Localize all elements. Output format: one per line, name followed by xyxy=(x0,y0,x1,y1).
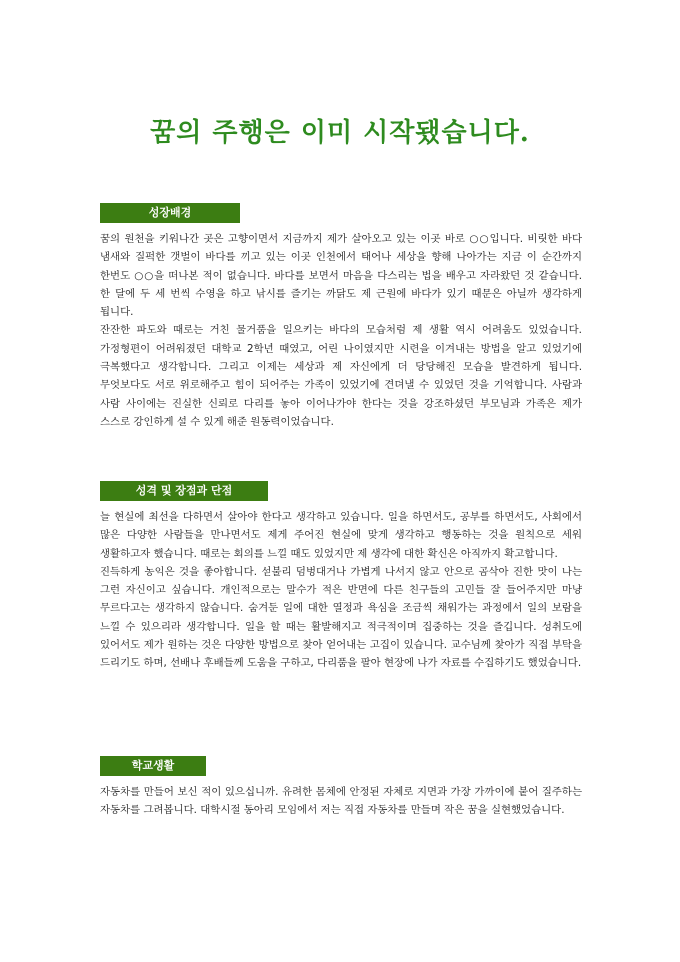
section-header-growth-background: 성장배경 xyxy=(100,203,240,223)
section-school-life xyxy=(100,754,582,820)
section-personality xyxy=(100,479,582,673)
paragraph: 늘 현실에 최선을 다하면서 살아야 한다고 생각하고 있습니다. 일을 하면서도, 공부를 하면서도, 사회에서 많은 다양한 사람들을 만나면서도 제게 주어진 현실에 맞게 생각하고 행동하는 것을 원칙으로 세워 생활하고자 했습니다. 때로는 회의를 느낄 때도 있었지만 제 생각에 대한 확신은 아직까지 확고합니다. xyxy=(100,511,582,560)
paragraph: 진득하게 농익은 것을 좋아합니다. 섣불리 덤벙대거나 가볍게 나서지 않고 안으로 곰삭아 진한 맛이 나는 그런 자신이고 싶습니다. 개인적으로는 말수가 적은 반면에 다른 친구들의 고민들 잘 들어주지만 마냥 무르다고는 생각하지 않습니다. 숨겨둔 일에 대한 열정과 욕심을 조금씩 채워가는 과정에서 일의 보람을 느낄 수 있으리라 생각합니다. 일을 할 때는 활발해지고 적극적이며 집중하는 것을 즐깁니다. 성취도에 있어서도 제가 원하는 것은 다양한 방법으로 찾아 얻어내는 고집이 있습니다. 교수님께 찾아가 직접 부탁을 드리기도 하며, 선배나 후배들께 도움을 구하고, 다리품을 팔아 현장에 나가 자료를 수집하기도 했었습니다. xyxy=(100,565,582,670)
section-header-school-life: 학교생활 xyxy=(100,756,206,776)
paragraph: 자동차를 만들어 보신 적이 있으십니까. 유려한 몸체에 안정된 자체로 지면과 가장 가까이에 붙어 질주하는 자동차를 그려봅니다. 대학시절 동아리 모임에서 저는 직접 자동차를 만들며 작은 꿈을 실현했었습니다. xyxy=(100,786,582,817)
paragraph: 잔잔한 파도와 때로는 거친 물거품을 일으키는 바다의 모습처럼 제 생활 역시 어려움도 있었습니다. 가정형편이 어려워졌던 대학교 2학년 때였고, 어린 나이였지만 시련을 이겨내는 방법을 알고 있었기에 극복했다고 생각합니다. 그리고 이제는 세상과 제 자신에게 더 당당해진 모습을 발견하게 됩니다. 무엇보다도 서로 위로해주고 힘이 되어주는 가족이 있었기에 견뎌낼 수 있었던 것을 기억합니다. 사람과 사람 사이에는 진실한 신뢰로 다리를 놓아 이어나가야 한다는 것을 강조하셨던 부모님과 가족은 제가 스스로 강인하게 설 수 있게 해준 원동력이었습니다. xyxy=(100,324,582,428)
document-title: 꿈의 주행은 이미 시작됐습니다. xyxy=(150,118,530,148)
section-growth-background xyxy=(100,201,582,431)
paragraph: 꿈의 원천을 키워나간 곳은 고향이면서 지금까지 제가 살아오고 있는 이곳 바로 ○○입니다. 비릿한 바다 냄새와 질퍽한 갯벌이 바다를 끼고 있는 이곳 인천에서 태어나 세상을 향해 나아가는 지금 이 순간까지 한번도 ○○을 떠나본 적이 없습니다. 바다를 보면서 마음을 다스리는 법을 배우고 자라왔던 것 같습니다. 한 달에 두 세 번씩 수영을 하고 낚시를 즐기는 까닭도 제 근원에 바다가 있기 때문은 아닐까 생각하게 됩니다. xyxy=(100,233,582,319)
section-header-personality: 성격 및 장점과 단점 xyxy=(100,481,268,501)
